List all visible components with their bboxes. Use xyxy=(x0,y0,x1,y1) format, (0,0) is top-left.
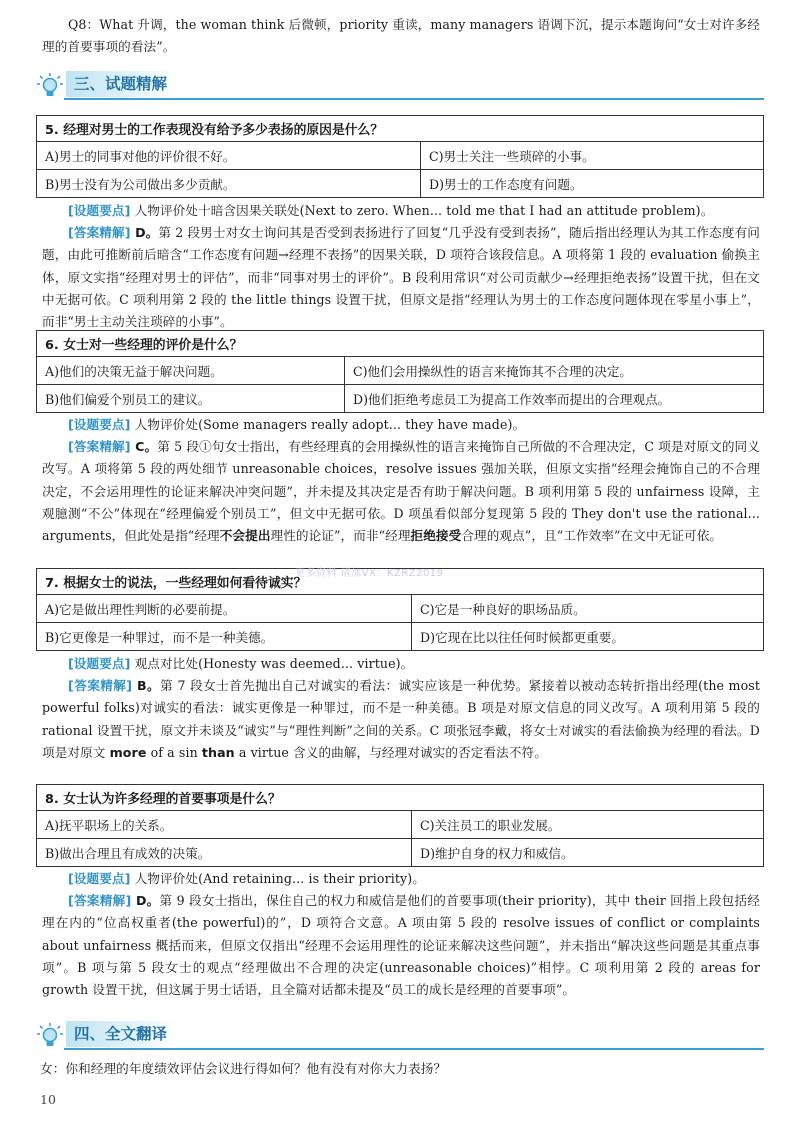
option-d: D)它现在比以往任何时候都更重要。 xyxy=(412,623,764,651)
question-6-stem: 6. 女士对一些经理的评价是什么？ xyxy=(37,331,764,357)
option-a: A)抚平职场上的关系。 xyxy=(37,811,412,839)
option-c: C)他们会用操纵性的语言来掩饰其不合理的决定。 xyxy=(345,357,764,385)
option-d: D)他们拒绝考虑员工为提高工作效率而提出的合理观点。 xyxy=(345,385,764,413)
q8-point: [设题要点] 人物评价处(And retaining... is their priority)。 xyxy=(68,871,425,886)
q6-answer: [答案精解] C。第 5 段①句女士指出，有些经理真的会用操纵性的语言来掩饰自己所做的不合理决定，C 项是对原文的同义改写。A 项将第 5 段的两处细节 unreasonable choices，resolve issues 强加关联，但原文实指“经理会掩饰自己的不合理决定，不会运用理性的论证来解决冲突问题”，并未提及其决定是否有助于解决问题。B 项利用第 5 段的 unfairness 设障，主观臆测“不公”体现在“经理偏爱个别员工”，但文中无据可依。D 项虽看似部分复现第 5 段的 They don't use the rational... arguments，但此处是指“经理不会提出理性的论证”，而非“经理拒绝接受合理的观点”，且“工作效率”在文中无证可依。 xyxy=(42,439,760,544)
question-5-stem: 5. 经理对男士的工作表现没有给予多少表扬的原因是什么？ xyxy=(37,116,764,142)
question-6-table xyxy=(36,330,764,413)
question-7-table xyxy=(36,568,764,651)
option-c: C)它是一种良好的职场品质。 xyxy=(412,595,764,623)
page-number: 10 xyxy=(40,1092,56,1107)
lightbulb-icon xyxy=(36,72,64,98)
watermark: 更多资料 请加VX：KZRZ2019 xyxy=(295,568,444,579)
option-c: C)关注员工的职业发展。 xyxy=(412,811,764,839)
point-label: [设题要点] xyxy=(68,203,131,218)
section-header-analysis xyxy=(36,70,764,100)
option-b: B)他们偏爱个别员工的建议。 xyxy=(37,385,345,413)
question-8-stem: 8. 女士认为许多经理的首要事项是什么？ xyxy=(37,785,764,811)
option-d: D)男士的工作态度有问题。 xyxy=(421,170,764,198)
translation-line: 女：你和经理的年度绩效评估会议进行得如何？他有没有对你大力表扬？ xyxy=(40,1061,447,1076)
lightbulb-icon xyxy=(36,1022,64,1048)
section-rule xyxy=(64,1048,764,1050)
answer-key: D。 xyxy=(130,225,159,240)
question-5-table xyxy=(36,115,764,198)
q8-listening-note: Q8：What 升调，the woman think 后微顿，priority 重读，many managers 语调下沉，提示本题询问“女士对许多经理的首要事项的看法”。 xyxy=(42,17,760,55)
option-a: A)男士的同事对他的评价很不好。 xyxy=(37,142,421,170)
section-header-translation xyxy=(36,1020,764,1050)
q7-answer: [答案精解] B。第 7 段女士首先抛出自己对诚实的看法：诚实应该是一种优势。紧接着以被动态转折指出经理(the most powerful folks)对诚实的看法：诚实更像是一种罪过，而不是一种美德。B 项是对原文信息的同义改写。A 项利用第 5 段的 rational 设置干扰，原文并未谈及“诚实”与“理性判断”之间的关系。C 项张冠李戴，将女士对诚实的看法偷换为经理的看法。D 项是对原文 more of a sin than a virtue 含义的曲解，与经理对诚实的否定看法不符。 xyxy=(42,678,760,760)
question-7-stem: 7. 根据女士的说法，一些经理如何看待诚实？ xyxy=(37,569,764,595)
q5-answer: [答案精解] D。第 2 段男士对女士询问其是否受到表扬进行了回复“几乎没有受到表扬”，随后指出经理认为其工作态度有问题，由此可推断前后暗含“工作态度有问题→经理不表扬”的因果关联，D 项符合该段信息。A 项将第 1 段的 evaluation 偷换主体，原文实指“经理对男士的评估”，而非“同事对男士的评价”。B 段利用常识“对公司贡献少→经理拒绝表扬”设置干扰，但在文中无据可依。C 项利用第 2 段的 the little things 设置干扰，但原文是指“经理认为男士的工作态度问题体现在零星小事上”，而非“男士主动关注琐碎的小事”。 xyxy=(42,225,760,330)
q6-point: [设题要点] 人物评价处(Some managers really adopt... they have made)。 xyxy=(68,417,526,432)
section-title: 四、全文翻译 xyxy=(66,1021,175,1047)
q8-answer: [答案精解] D。第 9 段女士指出，保住自己的权力和威信是他们的首要事项(their priority)，其中 their 回指上段包括经理在内的“位高权重者(the powerful)的”，D 项符合文意。A 项由第 5 段的 resolve issues of conflict or complaints about unfairness 概括而来，但原文仅指出“经理不会运用理性的论证来解决这些问题”，并未指出“解决这些问题是其重点事项”。B 项与第 5 段女士的观点“经理做出不合理的决定(unreasonable choices)”相悖。C 项利用第 2 段的 areas for growth 设置干扰，但这属于男士话语，且全篇对话都未提及“员工的成长是经理的首要事项”。 xyxy=(42,893,760,998)
option-b: B)男士没有为公司做出多少贡献。 xyxy=(37,170,421,198)
answer-label: [答案精解] xyxy=(68,225,131,240)
section-title: 三、试题精解 xyxy=(66,71,175,97)
question-8-table xyxy=(36,784,764,867)
option-a: A)它是做出理性判断的必要前提。 xyxy=(37,595,412,623)
option-b: B)做出合理且有成效的决策。 xyxy=(37,839,412,867)
section-rule xyxy=(64,98,764,100)
option-d: D)维护自身的权力和威信。 xyxy=(412,839,764,867)
option-a: A)他们的决策无益于解决问题。 xyxy=(37,357,345,385)
option-c: C)男士关注一些琐碎的小事。 xyxy=(421,142,764,170)
q5-point: [设题要点] 人物评价处十暗含因果关联处(Next to zero. When... told me that I had an attitude problem)。 xyxy=(68,203,714,218)
q7-point: [设题要点] 观点对比处(Honesty was deemed... virtue)。 xyxy=(68,656,414,671)
option-b: B)它更像是一种罪过，而不是一种美德。 xyxy=(37,623,412,651)
